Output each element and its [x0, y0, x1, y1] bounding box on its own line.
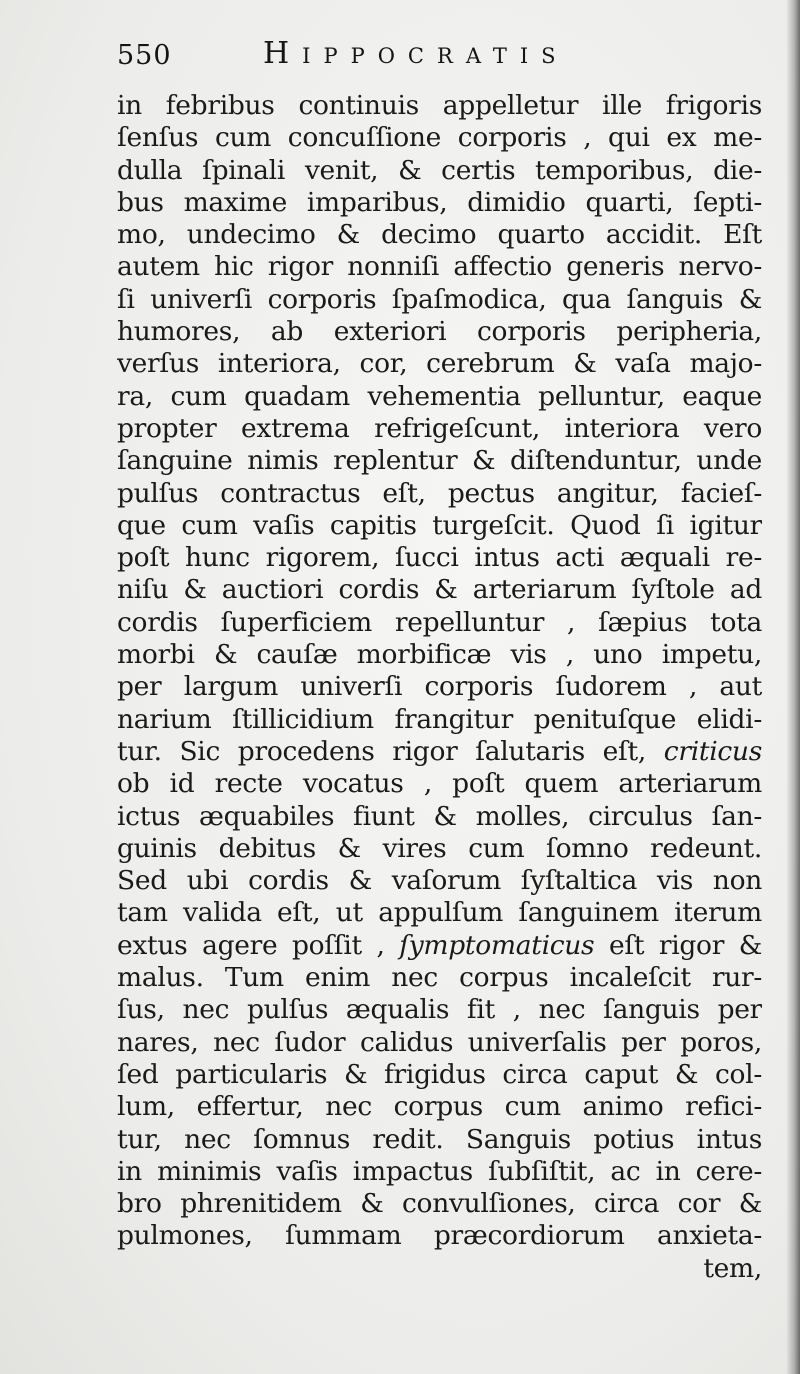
text-segment: tur. Sic procedens rigor ſalutaris eſt,	[117, 735, 664, 767]
text-line: lum, effertur, nec corpus cum animo refici-	[117, 1091, 762, 1123]
text-line: cordis ſuperficiem repelluntur , ſæpius tota	[117, 606, 762, 638]
text-line: per largum univerſi corporis ſudorem , aut	[117, 671, 762, 703]
italic-term: criticus	[663, 735, 762, 767]
text-line: in minimis vaſis impactus ſubſiſtit, ac in cere-	[117, 1155, 762, 1187]
page-header	[117, 34, 757, 84]
page-number: 550	[117, 40, 172, 71]
text-line: malus. Tum enim nec corpus incaleſcit rur-	[117, 962, 762, 994]
text-line: ictus æquabiles fiunt & molles, circulus ſan-	[117, 800, 762, 832]
text-line	[117, 930, 762, 962]
text-line: guinis debitus & vires cum ſomno redeunt.	[117, 832, 762, 864]
text-line: ob id recte vocatus , poſt quem arteriarum	[117, 768, 762, 800]
text-line: Sed ubi cordis & vaſorum ſyſtaltica vis non	[117, 865, 762, 897]
text-line: que cum vaſis capitis turgeſcit. Quod ſi igitur	[117, 509, 762, 541]
text-segment: extus agere poſſit ,	[117, 929, 400, 961]
text-line: nares, nec ſudor calidus univerſalis per poros,	[117, 1026, 762, 1058]
text-line: ſenſus cum concuſſione corporis , qui ex me-	[117, 122, 762, 154]
text-line: ſi univerſi corporis ſpaſmodica, qua ſanguis &	[117, 283, 762, 315]
body-text	[117, 90, 762, 1285]
text-line: propter extrema refrigeſcunt, interiora vero	[117, 412, 762, 444]
text-segment: eſt rigor &	[594, 929, 762, 961]
text-line: mo, undecimo & decimo quarto accidit. Eſt	[117, 219, 762, 251]
text-line: poſt hunc rigorem, ſucci intus acti æquali re-	[117, 542, 762, 574]
text-line: niſu & auctiori cordis & arteriarum ſyſtole ad	[117, 574, 762, 606]
text-line: ſed particularis & frigidus circa caput & col-	[117, 1058, 762, 1090]
text-line: humores, ab exteriori corporis peripheria,	[117, 316, 762, 348]
text-line	[117, 736, 762, 768]
text-line: pulſus contractus eſt, pectus angitur, facieſ-	[117, 477, 762, 509]
page-edge-shadow	[786, 0, 800, 1374]
italic-term: ſymptomaticus	[399, 929, 595, 961]
text-line: ſanguine nimis replentur & diſtenduntur, unde	[117, 445, 762, 477]
text-line: bus maxime imparibus, dimidio quarti, ſepti-	[117, 186, 762, 218]
text-line: tur, nec ſomnus redit. Sanguis potius intus	[117, 1123, 762, 1155]
text-line: tam valida eſt, ut appulſum ſanguinem iterum	[117, 897, 762, 929]
text-line: verſus interiora, cor, cerebrum & vaſa majo-	[117, 348, 762, 380]
text-line: dulla ſpinali venit, & certis temporibus, die-	[117, 154, 762, 186]
running-head: Hippocratis	[263, 36, 569, 71]
text-line: autem hic rigor nonniſi affectio generis nervo-	[117, 251, 762, 283]
text-line: morbi & cauſæ morbificæ vis , uno impetu,	[117, 639, 762, 671]
text-line: pulmones, ſummam præcordiorum anxieta-	[117, 1220, 762, 1252]
text-line: narium ſtillicidium frangitur penituſque elidi-	[117, 703, 762, 735]
catchword: tem,	[703, 1252, 762, 1284]
text-line: bro phrenitidem & convulſiones, circa cor &	[117, 1188, 762, 1220]
text-line: in febribus continuis appelletur ille frigoris	[117, 90, 762, 121]
text-line: ſus, nec pulſus æqualis fit , nec ſanguis per	[117, 994, 762, 1026]
text-line: ra, cum quadam vehementia pelluntur, eaque	[117, 380, 762, 412]
